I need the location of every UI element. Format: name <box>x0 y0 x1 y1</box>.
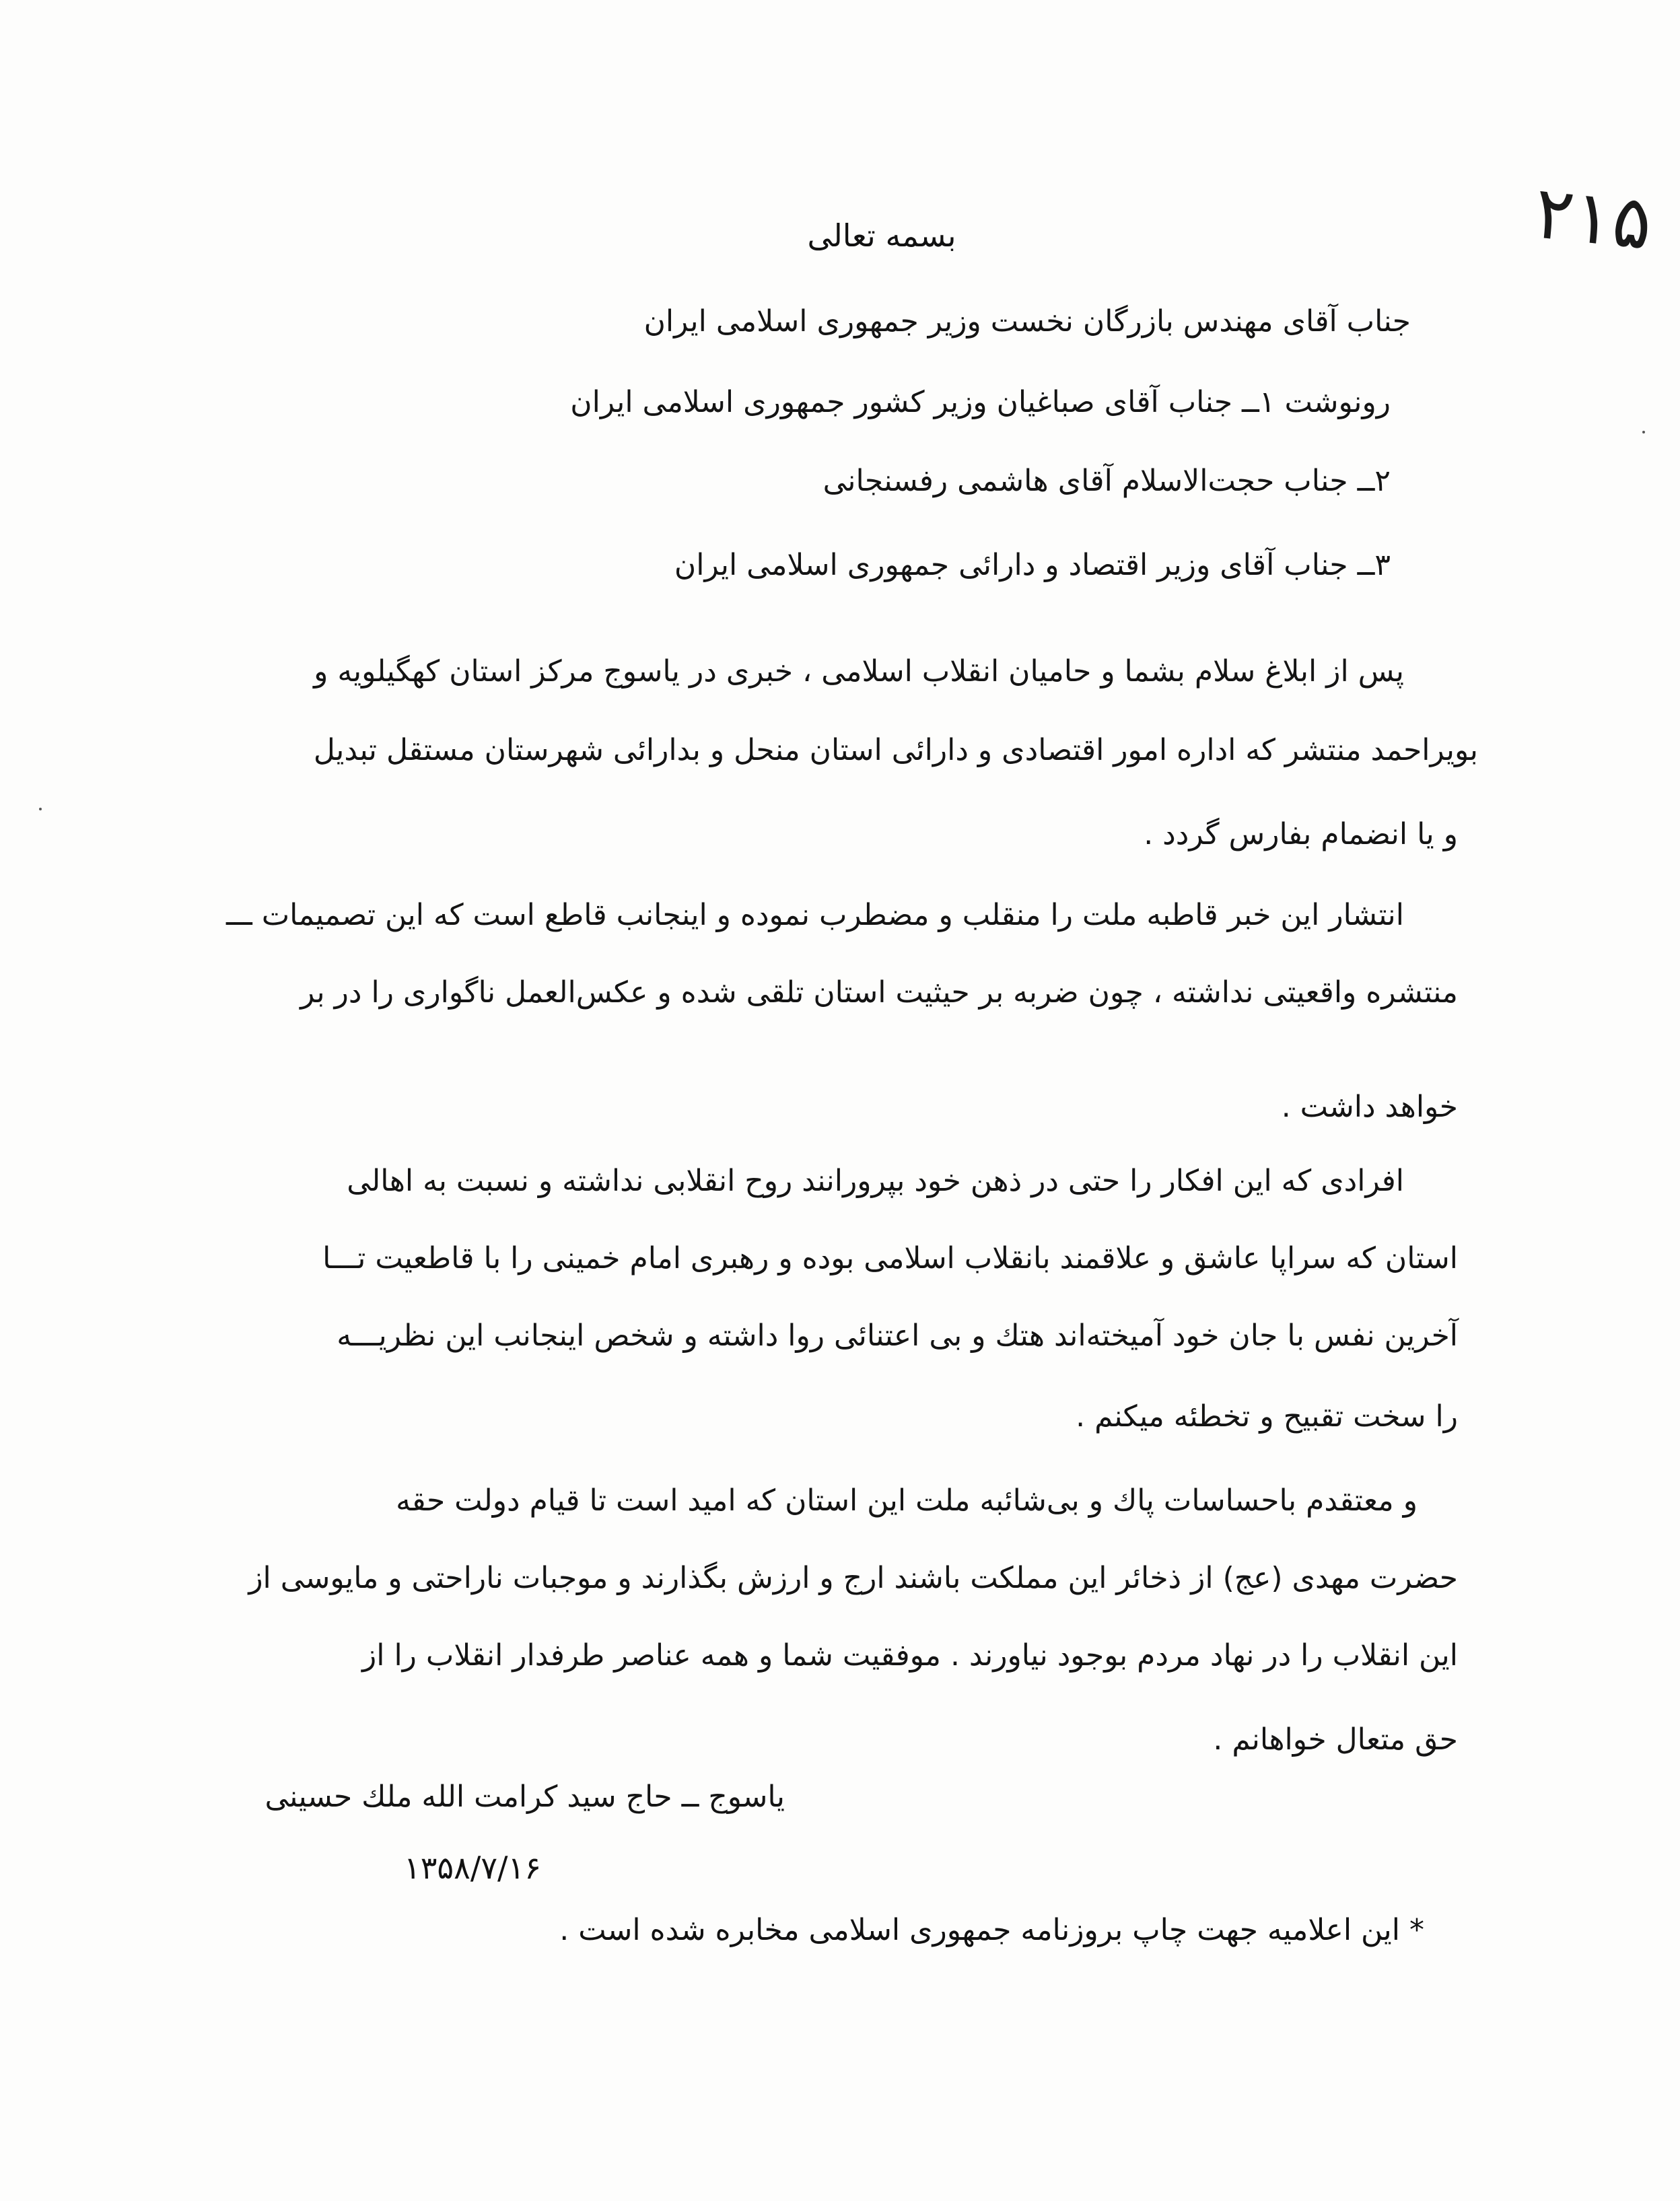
footnote: * این اعلامیه جهت چاپ بروزنامه جمهوری اسلامی مخابره شده است . <box>559 1913 1424 1947</box>
body-line-5: منتشره واقعیتی نداشته ، چون ضربه بر حیثیت استان تلقی شده و عکس‌العمل ناگواری را در بر <box>300 975 1458 1010</box>
body-line-3: و یا انضمام بفارس گردد . <box>1144 817 1458 851</box>
body-line-6: خواهد داشت . <box>1281 1090 1458 1124</box>
body-line-4: انتشار این خبر قاطبه ملت را منقلب و مضطرب نموده و اینجانب قاطع است که این تصمیمات ـــ <box>226 898 1404 932</box>
copy-line-3: ۳ــ جناب آقای وزیر اقتصاد و دارائی جمهوری اسلامی ایران <box>674 548 1391 582</box>
body-line-2: بویراحمد منتشر که اداره امور اقتصادی و دارائی استان منحل و بدارائی شهرستان مستقل تبدیل <box>313 733 1478 767</box>
body-line-8: استان که سراپا عاشق و علاقمند بانقلاب اسلامی بوده و رهبری امام خمینی را با قاطعیت تـــا <box>322 1241 1458 1276</box>
body-line-9: آخرین نفس با جان خود آمیخته‌اند هتك و بی اعتنائی روا داشته و شخص اینجانب این نظریـــه <box>337 1319 1458 1353</box>
signature: یاسوج ــ حاج سید کرامت الله ملك حسینی <box>265 1780 785 1814</box>
body-line-11: و معتقدم باحساسات پاك و بی‌شائبه ملت این استان که امید است تا قیام دولت حقه <box>396 1483 1418 1518</box>
scan-speck <box>39 808 42 810</box>
body-line-12: حضرت مهدی (عج) از ذخائر این مملکت باشند ارج و ارزش بگذارند و موجبات ناراحتی و مایوسی از <box>248 1561 1458 1595</box>
copy-line-2: ۲ــ جناب حجت‌الاسلام آقای هاشمی رفسنجانی <box>823 464 1391 498</box>
scan-speck <box>1642 431 1645 433</box>
document-heading: بسمه تعالی <box>807 217 956 254</box>
body-line-1: پس از ابلاغ سلام بشما و حامیان انقلاب اسلامی ، خبری در یاسوج مرکز استان کهگیلویه و <box>314 654 1404 689</box>
addressee-line: جناب آقای مهندس بازرگان نخست وزیر جمهوری اسلامی ایران <box>643 304 1411 339</box>
body-line-14: حق متعال خواهانم . <box>1213 1722 1458 1757</box>
body-line-7: افرادی که این افکار را حتی در ذهن خود بپرورانند روح انقلابی نداشته و نسبت به اهالی <box>347 1164 1404 1198</box>
page-number: ۲۱۵ <box>1530 170 1656 267</box>
copy-line-1: رونوشت ۱ــ جناب آقای صباغیان وزیر کشور جمهوری اسلامی ایران <box>570 385 1391 419</box>
body-line-13: این انقلاب را در نهاد مردم بوجود نیاورند . موفقیت شما و همه عناصر طرفدار انقلاب را از <box>362 1638 1458 1673</box>
body-line-10: را سخت تقبیح و تخطئه میکنم . <box>1076 1399 1458 1434</box>
document-date: ۱۳۵۸/۷/۱۶ <box>404 1850 541 1886</box>
